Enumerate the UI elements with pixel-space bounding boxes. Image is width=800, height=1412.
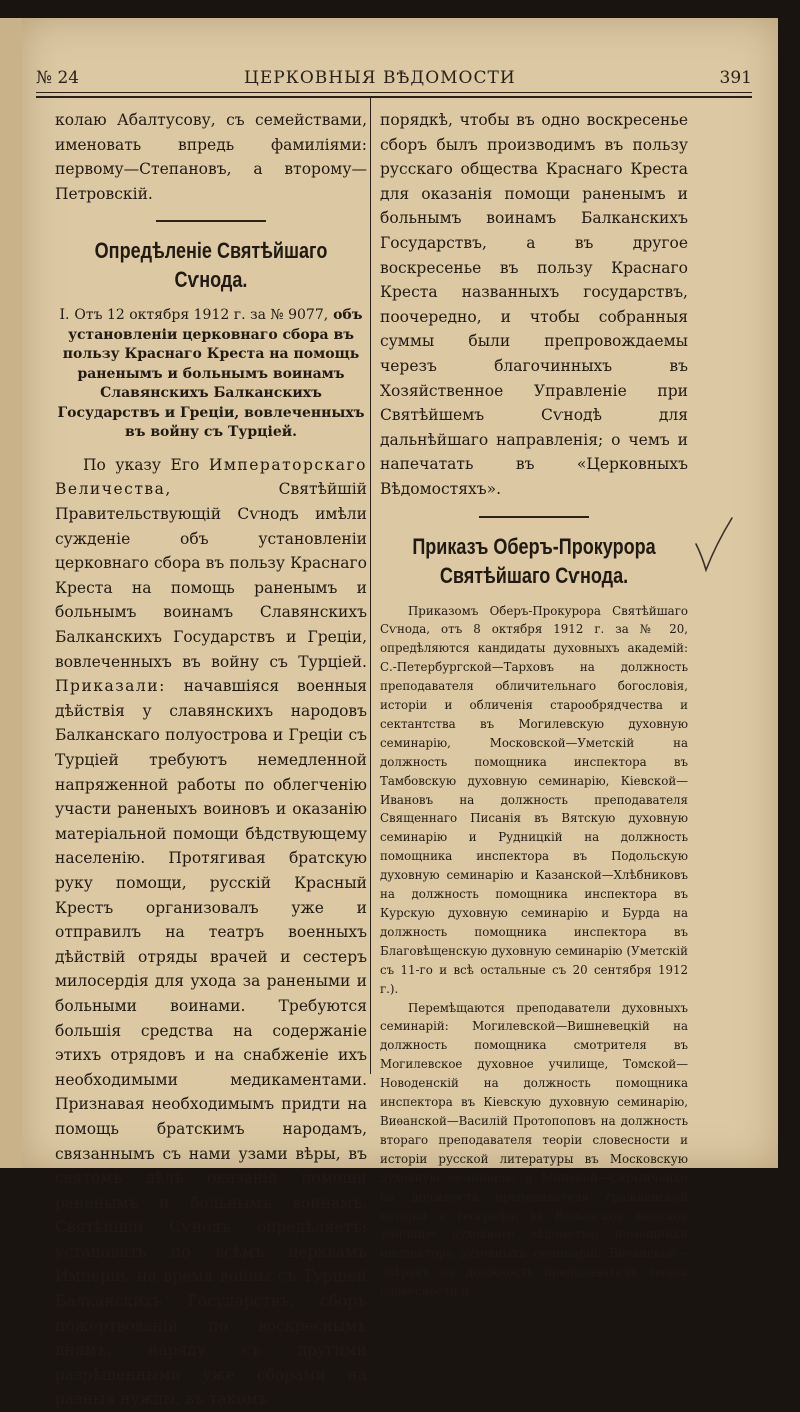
body-resolution: начавшіяся военныя дѣйствія у славянскихъ народовъ Балканскаго полуострова и Греціи съ Турціей требуютъ немедленной напряженной работы по облегченію участи раненыхъ воиновъ и оказанію матеріальной помощи бѣдствующему населенію. Протягивая братскую руку помощи, русскій Красный Крестъ организовалъ уже и отправилъ на театръ военныхъ дѣйствій отряды врачей и сестеръ милосердія для ухода за ранеными и больными воинами. Требуются большія средства на содержаніе этихъ отрядовъ и на снабженіе ихъ необходимыми медикаментами. Признавая необходимымъ придти на помощь братскимъ народамъ, связаннымъ съ нами узами вѣры, въ святомъ дѣлѣ оказанія помощи раненымъ и больнымъ воинамъ, Святѣйшій Сѵнодъ опредѣляетъ: установить по всѣмъ церквамъ Имперіи, на время войны съ Турціей Балканскихъ Государствъ, сборъ пожертвованій по воскреснымъ днямъ, наряду съ другими разрѣшенными уже сборами на разныя нужды, въ такомъ bbox=[55, 677, 367, 1409]
handwritten-checkmark-icon bbox=[694, 514, 734, 574]
left-column bbox=[55, 108, 367, 1412]
order-paragraph-2: Перемѣщаются преподаватели духовныхъ семинарій: Могилевской—Вишневецкій на должность помощника смотрителя въ Могилевское духовное училище, Томской—Новоденскій на должность помощника инспектора въ Кіевскую духовную семинарію, Виѳанской—Василій Протопоповъ на должность втораго преподавателя теоріи словесности и исторіи русской литературы въ Московскую духовную семинарію и Минской—Скрынченко на должность преподавателя гражданской исторіи и географіи въ Волынское женское училище духовнаго вѣдомства; помощники инспектора духовныхъ семинарій: Виѳанской—Звѣревъ на должность преподавателя теоріи словесности и bbox=[380, 1000, 688, 1299]
body-opening: По указу Его bbox=[83, 455, 200, 474]
decree-body bbox=[55, 453, 367, 1412]
order-paragraph-1: Приказомъ Оберъ-Прокурора Святѣйшаго Сѵнода, отъ 8 октября 1912 г. за № 20, опредѣляются кандидаты духовныхъ академій: С.-Петербургской—Тарховъ на должность преподавателя обличительнаго богословія, исторіи и обличенія старообрядчества и сектантства въ Могилевскую духовную семинарію, Московской—Уметскій на должность помощника инспектора въ Тамбовскую духовную семинарію, Кіевской—Ивановъ на должность преподавателя Священнаго Писанія въ Вятскую духовную семинарію и Рудницкій на должность помощника инспектора въ Подольскую духовную семинарію и Казанской—Хлѣбниковъ на должность помощника инспектора въ Курскую духовную семинарію и Бурда на должность помощника инспектора въ Благовѣщенскую духовную семинарію (Уметскій съ 11-го и всѣ остальные съ 20 сентября 1912 г.). bbox=[380, 603, 688, 996]
issue-number: № 24 bbox=[36, 68, 80, 88]
page-header bbox=[36, 62, 752, 90]
section-separator bbox=[156, 220, 266, 222]
column-divider bbox=[370, 98, 371, 1074]
page-left-edge bbox=[0, 18, 22, 1168]
body-prikazali: Приказали: bbox=[55, 677, 166, 696]
decree-number: I. bbox=[59, 307, 70, 324]
page-number: 391 bbox=[719, 68, 752, 88]
decree-subject: объ установленіи церковнаго сбора въ пользу Краснаго Креста на помощь раненымъ и больнымъ воинамъ Славянскихъ Балканскихъ Государствъ и Греціи, вовлеченныхъ въ войну съ Турціей. bbox=[57, 307, 365, 441]
intro-paragraph: колаю Абалтусову, съ семействами, именовать впредь фамиліями: первому—Степановъ, а второму—Петровскій. bbox=[55, 111, 367, 203]
body-imperial: Императорскаго Величества, bbox=[55, 455, 367, 499]
section-heading-synod: Опредѣленіе Святѣйшаго Сѵнода. bbox=[94, 238, 328, 293]
decree-header bbox=[55, 306, 367, 443]
body-synod: Святѣйшій Правительствующій Сѵнодъ имѣли сужденіе объ установленіи церковнаго сбора въ пользу Краснаго Креста на помощь раненымъ и больнымъ воинамъ Славянскихъ Балканскихъ Государствъ и Греціи, вовлеченныхъ въ войну съ Турціей. bbox=[55, 480, 367, 671]
journal-title: ЦЕРКОВНЫЯ ВѢДОМОСТИ bbox=[244, 68, 516, 88]
continuation-paragraph: порядкѣ, чтобы въ одно воскресенье сборъ былъ производимъ въ пользу русскаго общества Краснаго Креста для оказанія помощи раненымъ и больнымъ воинамъ Балканскихъ Государствъ, а въ другое воскресенье въ пользу Краснаго Креста названныхъ государствъ, поочередно, и чтобы собранныя суммы были препровождаемы черезъ благочинныхъ въ Хозяйственное Управленіе при Святѣйшемъ Сѵнодѣ для дальнѣйшаго направленія; о чемъ и напечатать въ «Церковныхъ Вѣдомостяхъ». bbox=[380, 111, 688, 498]
header-rule-thick bbox=[36, 96, 752, 98]
section-separator bbox=[479, 516, 589, 518]
decree-date: Отъ 12 октября 1912 г. за № 9077, bbox=[74, 307, 329, 324]
header-rule bbox=[36, 92, 752, 93]
right-column bbox=[380, 108, 688, 1301]
section-heading-ober-procurator: Приказъ Оберъ-Прокурора Святѣйшаго Сѵнода. bbox=[412, 533, 656, 588]
